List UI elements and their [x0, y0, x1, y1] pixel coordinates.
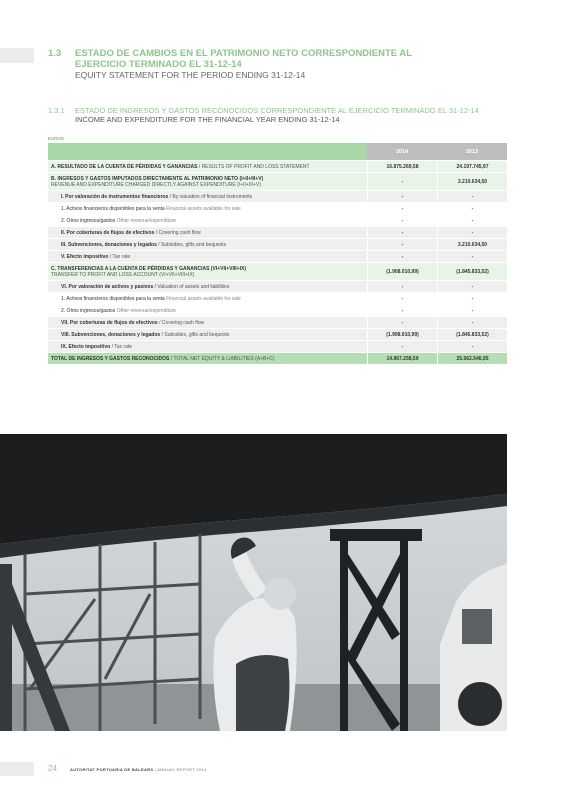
- value-2013: -: [437, 251, 507, 262]
- row-label: IX. Efecto impositivo: [61, 343, 111, 350]
- value-2013: -: [437, 293, 507, 304]
- row-label-cell: [48, 215, 367, 226]
- value-2013: -: [437, 203, 507, 214]
- row-label-cell: [48, 293, 367, 304]
- row-label-cell: [48, 305, 367, 316]
- value-2014: -: [367, 173, 437, 190]
- value-2014: (1.908.010,99): [367, 263, 437, 280]
- page-number: 24: [48, 764, 57, 773]
- value-2014: -: [367, 293, 437, 304]
- row-label-cell: [48, 161, 367, 172]
- row-label-cell: [48, 341, 367, 352]
- table-row: [48, 203, 507, 214]
- value-2013: -: [437, 341, 507, 352]
- section-subtitle: EQUITY STATEMENT FOR THE PERIOD ENDING 31-12-14: [75, 70, 306, 80]
- section-title: ESTADO DE CAMBIOS EN EL PATRIMONIO NETO CORRESPONDIENTE AL EJERCICIO TERMINADO EL 31-12-14: [75, 48, 412, 70]
- value-2014: -: [367, 305, 437, 316]
- value-2013: (1.845.833,52): [437, 329, 507, 340]
- value-2013: (1.845.833,52): [437, 263, 507, 280]
- footer-org: AUTORITAT PORTUÀRIA DE BALEARS: [70, 767, 154, 772]
- row-label-english: / Tax rate: [111, 343, 133, 350]
- row-label: 2. Otros ingresos/gastos: [61, 307, 116, 314]
- footer-side-bar: [0, 762, 34, 776]
- value-2014: -: [367, 251, 437, 262]
- value-2013: -: [437, 227, 507, 238]
- value-2013: 24.197.745,97: [437, 161, 507, 172]
- row-label-cell: [48, 263, 367, 280]
- value-2014: -: [367, 317, 437, 328]
- value-2014: 14.967.258,59: [367, 353, 437, 364]
- value-2013: -: [437, 191, 507, 202]
- value-2014: 16.875.269,58: [367, 161, 437, 172]
- table-row: [48, 305, 507, 316]
- table-row: [48, 215, 507, 226]
- row-label: VII. Por coberturas de flujos de efectivos: [61, 319, 158, 326]
- row-label-cell: [48, 203, 367, 214]
- row-label: 1. Activos financieros disponibles para la venta: [61, 205, 165, 212]
- header-label-cell: [48, 143, 367, 160]
- row-label-cell: [48, 173, 367, 190]
- row-label: II. Por coberturas de flujos de efectivos: [61, 229, 155, 236]
- table-row: [48, 191, 507, 202]
- table-row: [48, 281, 507, 292]
- row-label: TOTAL DE INGRESOS Y GASTOS RECONOCIDOS: [51, 355, 170, 362]
- table-row: [48, 251, 507, 262]
- footer-report: ANNUAL REPORT 2014: [157, 767, 207, 772]
- value-2013: 25.562.546,95: [437, 353, 507, 364]
- shipyard-photo: [0, 434, 507, 731]
- value-2014: -: [367, 281, 437, 292]
- row-label-english: Financial assets available for sale: [166, 295, 241, 302]
- row-label-cell: [48, 353, 367, 364]
- value-2014: -: [367, 341, 437, 352]
- row-label-english: TRANSFER TO PROFIT AND LOSS ACCOUNT (VI+VII+VIII+IX): [51, 271, 195, 278]
- value-2013: 3.210.634,50: [437, 239, 507, 250]
- value-2013: -: [437, 215, 507, 226]
- row-label-english: / Tax rate: [109, 253, 131, 260]
- worker-under-hull-image: [0, 434, 507, 731]
- row-label-cell: [48, 239, 367, 250]
- value-2013: -: [437, 281, 507, 292]
- value-2014: (1.908.010,99): [367, 329, 437, 340]
- value-2014: -: [367, 227, 437, 238]
- row-label: 2. Otros ingresos/gastos: [61, 217, 116, 224]
- row-label: B. INGRESOS Y GASTOS IMPUTADOS DIRECTAMENTE AL PATRIMONIO NETO (I+II+III+V): [51, 175, 264, 182]
- row-label: A. RESULTADO DE LA CUENTA DE PÉRDIDAS Y GANANCIAS: [51, 163, 198, 170]
- currency-label: EUROS: [48, 136, 65, 141]
- year-2013-header: 2013: [437, 143, 507, 160]
- section-number: 1.3: [48, 48, 62, 59]
- row-label-english: / Valuation of assets and liabilities: [154, 283, 230, 290]
- table-row: [48, 341, 507, 352]
- value-2013: 3.210.634,50: [437, 173, 507, 190]
- row-label-english: / Covering cash flow: [155, 229, 201, 236]
- row-label-cell: [48, 251, 367, 262]
- row-label: 1. Activos financieros disponibles para la venta: [61, 295, 165, 302]
- income-expenditure-table: [48, 142, 507, 365]
- table-row: [48, 239, 507, 250]
- row-label: VI. Por valoración de activos y pasivos: [61, 283, 154, 290]
- row-label-english: / By valuation of financial instruments: [169, 193, 253, 200]
- row-label-cell: [48, 317, 367, 328]
- table-header-row: [48, 143, 507, 160]
- row-label-cell: [48, 329, 367, 340]
- table-row: [48, 329, 507, 340]
- footer-text: AUTORITAT PORTUÀRIA DE BALEARS | ANNUAL REPORT 2014: [70, 767, 207, 772]
- subsection-title: ESTADO DE INGRESOS Y GASTOS RECONOCIDOS CORRESPONDIENTE AL EJERCICIO TERMINADO EL 31-12-14: [75, 106, 479, 115]
- row-label-english: / Covering cash flow: [159, 319, 205, 326]
- subsection-number: 1.3.1: [48, 106, 65, 115]
- row-label: VIII. Subvenciones, donaciones y legados: [61, 331, 161, 338]
- table-row: [48, 263, 507, 280]
- row-label-english: / TOTAL NET EQUITY & LIABILITIES (A+B+C): [170, 355, 275, 362]
- row-label-english: Other revenue/expenditure: [116, 217, 177, 224]
- row-label: V. Efecto impositivo: [61, 253, 109, 260]
- value-2014: -: [367, 215, 437, 226]
- table-row: [48, 173, 507, 190]
- row-label-cell: [48, 281, 367, 292]
- row-label-english: / Subsidies, gifts and bequests: [161, 331, 230, 338]
- row-label-cell: [48, 191, 367, 202]
- row-label-english: REVENUE AND EXPENDITURE CHARGED DIRECTLY AGAINST EXPENDITURE (I+II+III+V): [51, 181, 261, 188]
- section-side-bar: [0, 48, 34, 63]
- table-row: [48, 293, 507, 304]
- row-label: C. TRANSFERENCIAS A LA CUENTA DE PÉRDIDAS Y GANANCIAS (VI+VII+VIII+IX): [51, 265, 246, 272]
- value-2014: -: [367, 203, 437, 214]
- row-label-cell: [48, 227, 367, 238]
- row-label-english: Financial assets available for sale: [166, 205, 241, 212]
- table-row: [48, 353, 507, 364]
- row-label-english: Other revenue/expenditure: [116, 307, 177, 314]
- row-label: III. Subvenciones, donaciones y legados: [61, 241, 157, 248]
- value-2013: -: [437, 305, 507, 316]
- table-row: [48, 317, 507, 328]
- value-2014: -: [367, 191, 437, 202]
- row-label-english: / RESULTS OF PROFIT AND LOSS STATEMENT: [198, 163, 310, 170]
- table-row: [48, 161, 507, 172]
- row-label: I. Por valoración de instrumentos financieros: [61, 193, 169, 200]
- value-2014: -: [367, 239, 437, 250]
- value-2013: -: [437, 317, 507, 328]
- year-2014-header: 2014: [367, 143, 437, 160]
- subsection-subtitle: INCOME AND EXPENDITURE FOR THE FINANCIAL YEAR ENDING 31-12-14: [75, 115, 340, 124]
- table-row: [48, 227, 507, 238]
- row-label-english: / Subsidies, gifts and bequests: [158, 241, 227, 248]
